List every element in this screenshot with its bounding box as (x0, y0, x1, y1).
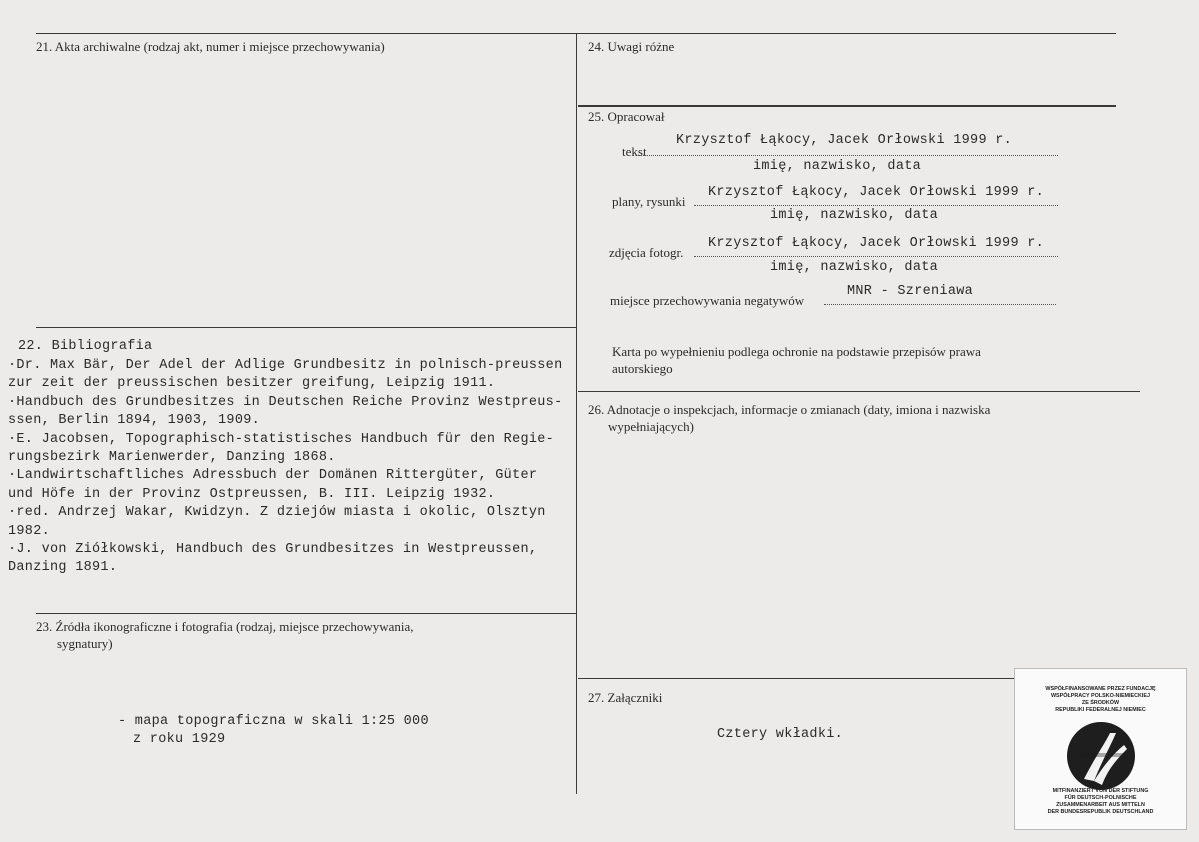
stamp-german-line: MITFINANZIERT VON DER STIFTUNG (1052, 788, 1149, 794)
divider-22-23 (36, 613, 576, 614)
vertical-divider (576, 33, 577, 678)
bibliography-entry: ·red. Andrzej Wakar, Kwidzyn. Z dziejów miasta i okolic, Olsztyn (8, 505, 546, 521)
stamp-polish-line: WSPÓŁFINANSOWANE PRZEZ FUNDACJĘ (1045, 686, 1156, 692)
divider-26-27 (578, 678, 1014, 679)
tekst-label: tekst (622, 144, 647, 159)
section-24-label: 24. Uwagi różne (588, 39, 675, 54)
section-23-label: 23. Źródła ikonograficzne i fotografia (rodzaj, miejsce przechowywania, (36, 619, 414, 634)
section-23-label-cont: sygnatury) (57, 636, 113, 651)
bibliography-entry: zur zeit der preussischen besitzer greifung, Leipzig 1911. (8, 376, 496, 392)
bibliography-entry: und Höfe in der Provinz Ostpreussen, B. III. Leipzig 1932. (8, 486, 496, 502)
stamp-polish-line: WSPÓŁPRACY POLSKO-NIEMIECKIEJ (1050, 693, 1151, 699)
tekst-caption: imię, nazwisko, data (753, 159, 922, 174)
tekst-dotted-line (638, 155, 1058, 156)
divider-25-26 (578, 391, 1140, 392)
bibliography-entry: ·Landwirtschaftliches Adressbuch der Domänen Rittergüter, Güter (8, 468, 538, 484)
section-23-entry-cont: z roku 1929 (133, 732, 226, 747)
section-26-label: 26. Adnotacje o inspekcjach, informacje o zmianach (daty, imiona i nazwiska (588, 402, 991, 417)
plany-dotted-line (694, 205, 1058, 206)
bibliography-list (8, 357, 563, 578)
stamp-german-line: DER BUNDESREPUBLIK DEUTSCHLAND (1047, 809, 1154, 815)
bibliography-entry: ·Dr. Max Bär, Der Adel der Adlige Grundbesitz in polnisch-preussen (8, 358, 563, 373)
section-27-label: 27. Załączniki (588, 690, 663, 705)
bibliography-entry: ·J. von Ziółkowski, Handbuch des Grundbesitzes in Westpreussen, (8, 542, 538, 558)
copyright-notice: Karta po wypełnieniu podlega ochronie na podstawie przepisów prawa (612, 344, 981, 359)
bibliography-entry: ssen, Berlin 1894, 1903, 1909. (8, 413, 261, 429)
section-22-label: 22. Bibliografia (18, 339, 153, 354)
bibliography-entry: 1982. (8, 523, 51, 539)
negatywy-value: MNR - Szreniawa (847, 284, 974, 299)
zdjecia-caption: imię, nazwisko, data (770, 260, 939, 275)
zdjecia-value: Krzysztof Łąkocy, Jacek Orłowski 1999 r. (708, 236, 1045, 251)
foundation-stamp (1014, 668, 1187, 830)
section-25-label: 25. Opracował (588, 109, 665, 124)
stamp-german-line: FÜR DEUTSCH-POLNISCHE (1064, 795, 1137, 801)
stamp-polish-line: REPUBLIKI FEDERALNEJ NIEMIEC (1055, 707, 1146, 713)
section-21-label: 21. Akta archiwalne (rodzaj akt, numer i miejsce przechowywania) (36, 39, 385, 54)
bibliography-entry: ·E. Jacobsen, Topographisch-statistisches Handbuch für den Regie- (8, 431, 555, 447)
divider-24-25 (578, 105, 1116, 107)
section-27-value: Cztery wkładki. (717, 727, 844, 742)
tekst-value: Krzysztof Łąkocy, Jacek Orłowski 1999 r. (676, 133, 1013, 148)
negatywy-dotted-line (824, 304, 1056, 305)
foundation-logo-icon (1064, 719, 1138, 793)
negatywy-label: miejsce przechowywania negatywów (610, 293, 805, 308)
vertical-divider-lower (576, 678, 577, 794)
copyright-notice-cont: autorskiego (612, 361, 673, 376)
bibliography-entry: ·Handbuch des Grundbesitzes in Deutschen Reiche Provinz Westpreus- (8, 394, 563, 410)
plany-label: plany, rysunki (612, 194, 686, 209)
section-26-label-cont: wypełniających) (608, 419, 694, 434)
bibliography-entry: Danzing 1891. (8, 560, 118, 576)
zdjecia-label: zdjęcia fotogr. (609, 245, 684, 260)
stamp-german-line: ZUSAMMENARBEIT AUS MITTELN (1056, 802, 1145, 808)
plany-value: Krzysztof Łąkocy, Jacek Orłowski 1999 r. (708, 185, 1045, 200)
bibliography-entry: rungsbezirk Marienwerder, Danzing 1868. (8, 450, 336, 466)
plany-caption: imię, nazwisko, data (770, 208, 939, 223)
section-23-entry: - mapa topograficzna w skali 1:25 000 (118, 714, 429, 729)
zdjecia-dotted-line (694, 256, 1058, 257)
stamp-polish-line: ZE ŚRODKÓW (1081, 700, 1120, 706)
divider-21-22 (36, 327, 576, 328)
